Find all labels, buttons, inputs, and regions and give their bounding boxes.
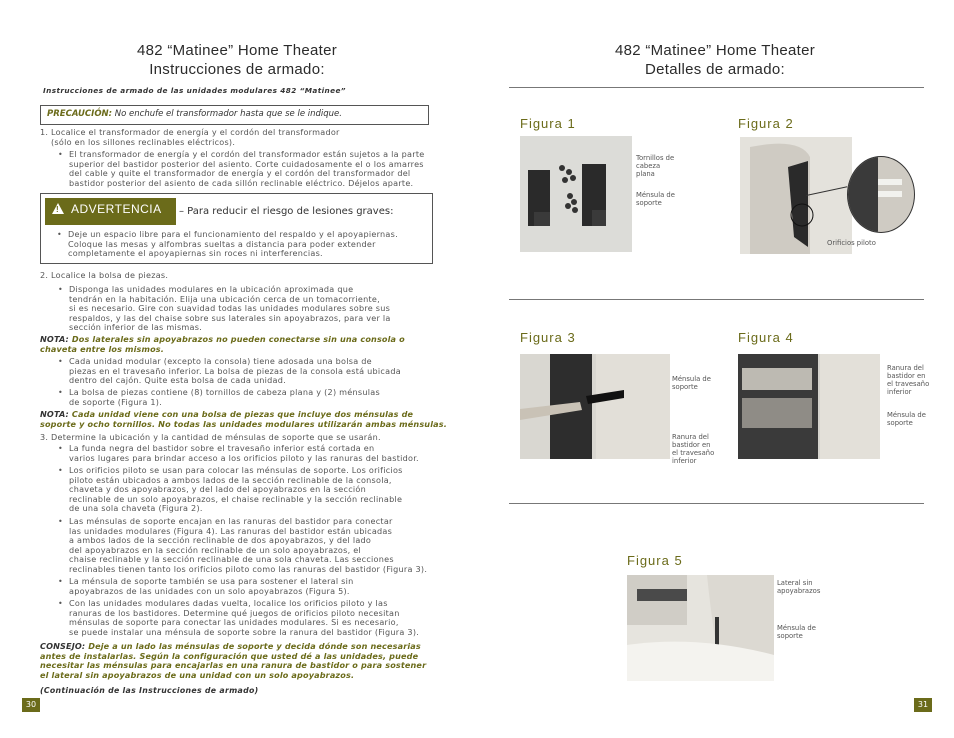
note-2: NOTA: Cada unidad viene con una bolsa de piezas que incluye dos ménsulas de soporte y ocho tornillos. No todas las unidades modulares utilizarán ambas ménsulas.	[40, 409, 447, 429]
bullet-icon: •	[58, 388, 63, 397]
step-3-bullet-3: Las ménsulas de soporte encajan en las ranuras del bastidor para conectar las unidades modulares (Figura 4). Las ranuras del bastidor están ubicadas a ambos lados de la sección reclinable de dos apoyabrazos, y del lado del apoyabrazos en la sección reclinable de un solo apoyabrazos, el chaise reclinable y la sección reclinable de una sola chaveta. Las secciones reclinables tienen tanto los orificios piloto como las ranuras del bastidor (Figura 3).	[69, 516, 428, 574]
caution-label: PRECAUCIÓN:	[47, 109, 113, 119]
step-2-bullet-2: Cada unidad modular (excepto la consola) tiene adosada una bolsa de piezas en el travesaño inferior. La bolsa de piezas de la consola está ubicada dentro del cajón. Quite esta bolsa de cada unidad.	[69, 356, 401, 386]
step-2-heading: 2. Localice la bolsa de piezas.	[40, 270, 169, 280]
figure-4-label-bracket: Ménsula de soporte	[887, 411, 926, 427]
right-page-title: 482 “Matinee” Home Theater Detalles de armado:	[614, 42, 816, 78]
bullet-icon: •	[58, 599, 63, 608]
bullet-icon: •	[58, 444, 63, 453]
bullet-icon: •	[58, 285, 63, 294]
step-2-bullet-3: La bolsa de piezas contiene (8) tornillos de cabeza plana y (2) ménsulas de soporte (Figura 1).	[69, 387, 380, 407]
warning-bullet: Deje un espacio libre para el funcionamiento del respaldo y el apoyapiernas. Coloque las mesas y alfombras sueltas a distancia para poder extender completamente el apoyapiernas sin roces ni interferencias.	[68, 229, 398, 259]
warning-box	[40, 193, 433, 264]
warning-label: ! ADVERTENCIA	[45, 198, 176, 225]
figure-2-photo	[740, 137, 852, 254]
note-1: NOTA: Dos laterales sin apoyabrazos no pueden conectarse sin una consola o chaveta entre los mismos.	[40, 334, 405, 354]
bracket-install-image	[520, 354, 670, 459]
figure-1-photo	[520, 136, 632, 252]
figure-3-label-bracket: Ménsula de soporte	[672, 375, 711, 391]
caution-text: No enchufe el transformador hasta que se le indique.	[114, 109, 342, 119]
figure-5-label-armless: Lateral sin apoyabrazos	[777, 579, 821, 595]
warning-triangle-icon	[52, 203, 64, 214]
tip-note: CONSEJO: Deje a un lado las ménsulas de soporte y decida dónde son necesarias antes de instalarlas. Según la configuración que usted dé a las unidades, puede necesitar las ménsulas para encajarlas en una ranura de bastidor o para sostener el lateral sin apoyabrazos de una unidad con un solo apoyabrazos.	[40, 641, 427, 680]
figure-2-title: Figura 2	[738, 116, 794, 131]
figure-3-title: Figura 3	[520, 330, 576, 345]
caution-box	[40, 105, 429, 125]
assembly-subtitle: Instrucciones de armado de las unidades modulares 482 “Matinee”	[43, 86, 346, 95]
bullet-icon: •	[58, 577, 63, 586]
note-1-label: NOTA:	[40, 334, 69, 344]
step-2-bullet-1: Disponga las unidades modulares en la ubicación aproximada que tendrán en la habitación. Elija una ubicación cerca de un tomacorriente, si es necesario. Gire con suavidad todas las unidades modulares sobre sus respaldos, y las del chaise sobre sus laterales sin apoyabrazos, para ver la sección inferior de las mismas.	[69, 284, 391, 333]
step-3-bullet-1: La funda negra del bastidor sobre el travesaño inferior está cortada en varios lugares para brindar acceso a los orificios piloto y las ranuras del bastidor.	[69, 443, 419, 463]
bullet-icon: •	[58, 150, 63, 159]
pilot-holes-image	[740, 137, 852, 254]
pilot-holes-detail-image	[848, 157, 915, 233]
figure-4-label-slot: Ranura del bastidor en el travesaño inferior	[887, 364, 930, 396]
figure-5-title: Figura 5	[627, 553, 683, 568]
divider	[509, 503, 924, 504]
figure-3-photo	[520, 354, 670, 459]
continued-note: (Continuación de las Instrucciones de armado)	[40, 686, 259, 695]
figure-3-label-slot: Ranura del bastidor en el travesaño inferior	[672, 433, 715, 465]
page-number-left: 30	[22, 698, 40, 712]
note-2-label: NOTA:	[40, 409, 69, 419]
divider	[509, 87, 924, 88]
bullet-icon: •	[58, 466, 63, 475]
armless-side-support-image	[627, 575, 774, 681]
figure-2-detail-circle	[847, 156, 915, 233]
tip-label: CONSEJO:	[40, 641, 86, 651]
page-number-right: 31	[914, 698, 932, 712]
warning-heading: – Para reducir el riesgo de lesiones graves:	[179, 206, 394, 217]
divider	[509, 299, 924, 300]
figure-4-photo	[738, 354, 880, 459]
frame-slot-image	[738, 354, 880, 459]
step-3-bullet-2: Los orificios piloto se usan para colocar las ménsulas de soporte. Los orificios piloto están ubicados a ambos lados de la sección reclinable de la consola, chaveta y dos apoyabrazos, y del lado del apoyabrazos en la sección reclinable de un solo apoyabrazos, el chaise reclinable y la sección reclinable de una sola chaveta (Figura 2).	[69, 465, 403, 514]
figure-1-label-bracket: Ménsula de soporte	[636, 191, 675, 207]
bullet-icon: •	[57, 230, 62, 239]
figure-1-label-screws: Tornillos de cabeza plana	[636, 154, 675, 178]
figure-5-label-bracket: Ménsula de soporte	[777, 624, 816, 640]
step-3-bullet-4: La ménsula de soporte también se usa para sostener el lateral sin apoyabrazos de las unidades con un solo apoyabrazos (Figura 5).	[69, 576, 354, 596]
bullet-icon: •	[58, 357, 63, 366]
bullet-icon: •	[58, 517, 63, 526]
figure-5-photo	[627, 575, 774, 681]
step-3-bullet-5: Con las unidades modulares dadas vuelta, localice los orificios piloto y las ranuras de los bastidores. Determine qué juegos de orificios piloto necesitan ménsulas de soporte para conectar las unidades modulares. Si es necesario, se puede instalar una ménsula de soporte sobre la ranura del bastidor (Figura 3).	[69, 598, 420, 637]
figure-4-title: Figura 4	[738, 330, 794, 345]
step-1-heading: 1. Localice el transformador de energía y el cordón del transformador (sólo en los sillones reclinables eléctricos).	[40, 127, 340, 147]
brackets-and-screws-image	[520, 136, 632, 252]
step-3-heading: 3. Determine la ubicación y la cantidad de ménsulas de soporte que se usarán.	[40, 432, 381, 442]
figure-1-title: Figura 1	[520, 116, 576, 131]
figure-2-label-pilot-holes: Orificios piloto	[827, 239, 876, 247]
left-page-title: 482 “Matinee” Home Theater Instrucciones de armado:	[136, 42, 338, 78]
step-1-bullet: El transformador de energía y el cordón del transformador están sujetos a la parte superior del bastidor posterior del asiento. Corte cuidadosamente el o los amarres del cable y quite el transformador de energía y el cordón del transformador del bastidor posterior del asiento de cada sillón reclinable eléctrico. Déjelos aparte.	[69, 149, 425, 188]
